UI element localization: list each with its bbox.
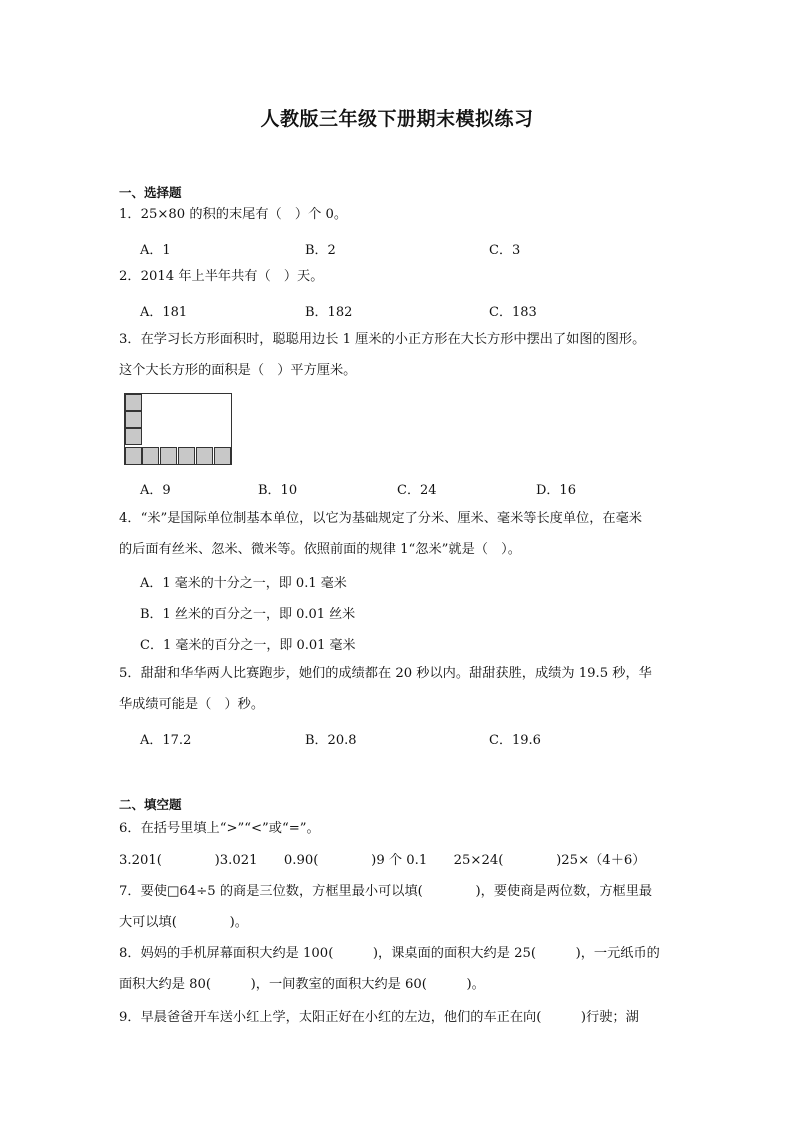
- q4-option-b: B．1 丝米的百分之一，即 0.01 丝米: [140, 607, 356, 622]
- question-4-line-1: 4．“米”是国际单位制基本单位，以它为基础规定了分米、厘米、毫米等长度单位，在毫米: [119, 511, 642, 526]
- q3-option-c: C．24: [397, 483, 437, 498]
- unit-square: [125, 394, 142, 411]
- question-6-line-2: 3.201( )3.021 0.90( )9 个 0.1 25×24( )25×（4＋6）: [119, 853, 646, 868]
- q1-option-b: B．2: [305, 243, 336, 258]
- q3-option-b: B．10: [258, 483, 298, 498]
- unit-square: [196, 447, 213, 465]
- question-6-line-1: 6．在括号里填上“>”“<”或“=”。: [119, 821, 320, 836]
- q1-option-c: C．3: [489, 243, 521, 258]
- q2-option-c: C．183: [489, 305, 537, 320]
- q5-option-b: B．20.8: [305, 733, 357, 748]
- q2-option-a: A．181: [140, 305, 188, 320]
- q5-option-a: A．17.2: [140, 733, 192, 748]
- unit-square: [160, 447, 177, 465]
- rectangle-figure: [124, 393, 232, 465]
- q5-option-c: C．19.6: [489, 733, 541, 748]
- q4-option-a: A．1 毫米的十分之一，即 0.1 毫米: [140, 576, 347, 591]
- q3-option-d: D．16: [536, 483, 576, 498]
- unit-square: [125, 428, 142, 445]
- question-4-line-2: 的后面有丝米、忽米、微米等。依照前面的规律 1“忽米”就是（ ）。: [119, 542, 521, 557]
- q1-option-a: A．1: [140, 243, 171, 258]
- q3-option-a: A．9: [140, 483, 171, 498]
- question-7-line-1: 7．要使□64÷5 的商是三位数，方框里最小可以填( )，要使商是两位数，方框里最: [119, 884, 653, 899]
- question-2: 2．2014 年上半年共有（ ）天。: [119, 269, 324, 284]
- question-3-line-1: 3．在学习长方形面积时，聪聪用边长 1 厘米的小正方形在大长方形中摆出了如图的图形。: [119, 332, 646, 347]
- unit-square: [214, 447, 231, 465]
- section-heading-fill: 二、填空题: [119, 797, 182, 812]
- unit-square: [142, 447, 159, 465]
- question-8-line-2: 面积大约是 80( )，一间教室的面积大约是 60( )。: [119, 977, 485, 992]
- page-title: 人教版三年级下册期末模拟练习: [260, 108, 534, 130]
- question-8-line-1: 8．妈妈的手机屏幕面积大约是 100( )，课桌面的面积大约是 25( )，一元纸币的: [119, 946, 660, 961]
- question-7-line-2: 大可以填( )。: [119, 915, 248, 930]
- section-heading-choice: 一、选择题: [119, 185, 182, 200]
- unit-square: [178, 447, 195, 465]
- question-5-line-1: 5．甜甜和华华两人比赛跑步，她们的成绩都在 20 秒以内。甜甜获胜，成绩为 19.5 秒，华: [119, 666, 652, 681]
- unit-square: [125, 411, 142, 428]
- question-5-line-2: 华成绩可能是（ ）秒。: [119, 697, 265, 712]
- q4-option-c: C．1 毫米的百分之一，即 0.01 毫米: [140, 638, 356, 653]
- question-3-line-2: 这个大长方形的面积是（ ）平方厘米。: [119, 363, 357, 378]
- q2-option-b: B．182: [305, 305, 353, 320]
- question-1: 1．25×80 的积的末尾有（ ）个 0。: [119, 207, 348, 222]
- unit-square: [125, 447, 142, 465]
- question-9-line-1: 9．早晨爸爸开车送小红上学，太阳正好在小红的左边，他们的车正在向( )行驶；湖: [119, 1010, 639, 1025]
